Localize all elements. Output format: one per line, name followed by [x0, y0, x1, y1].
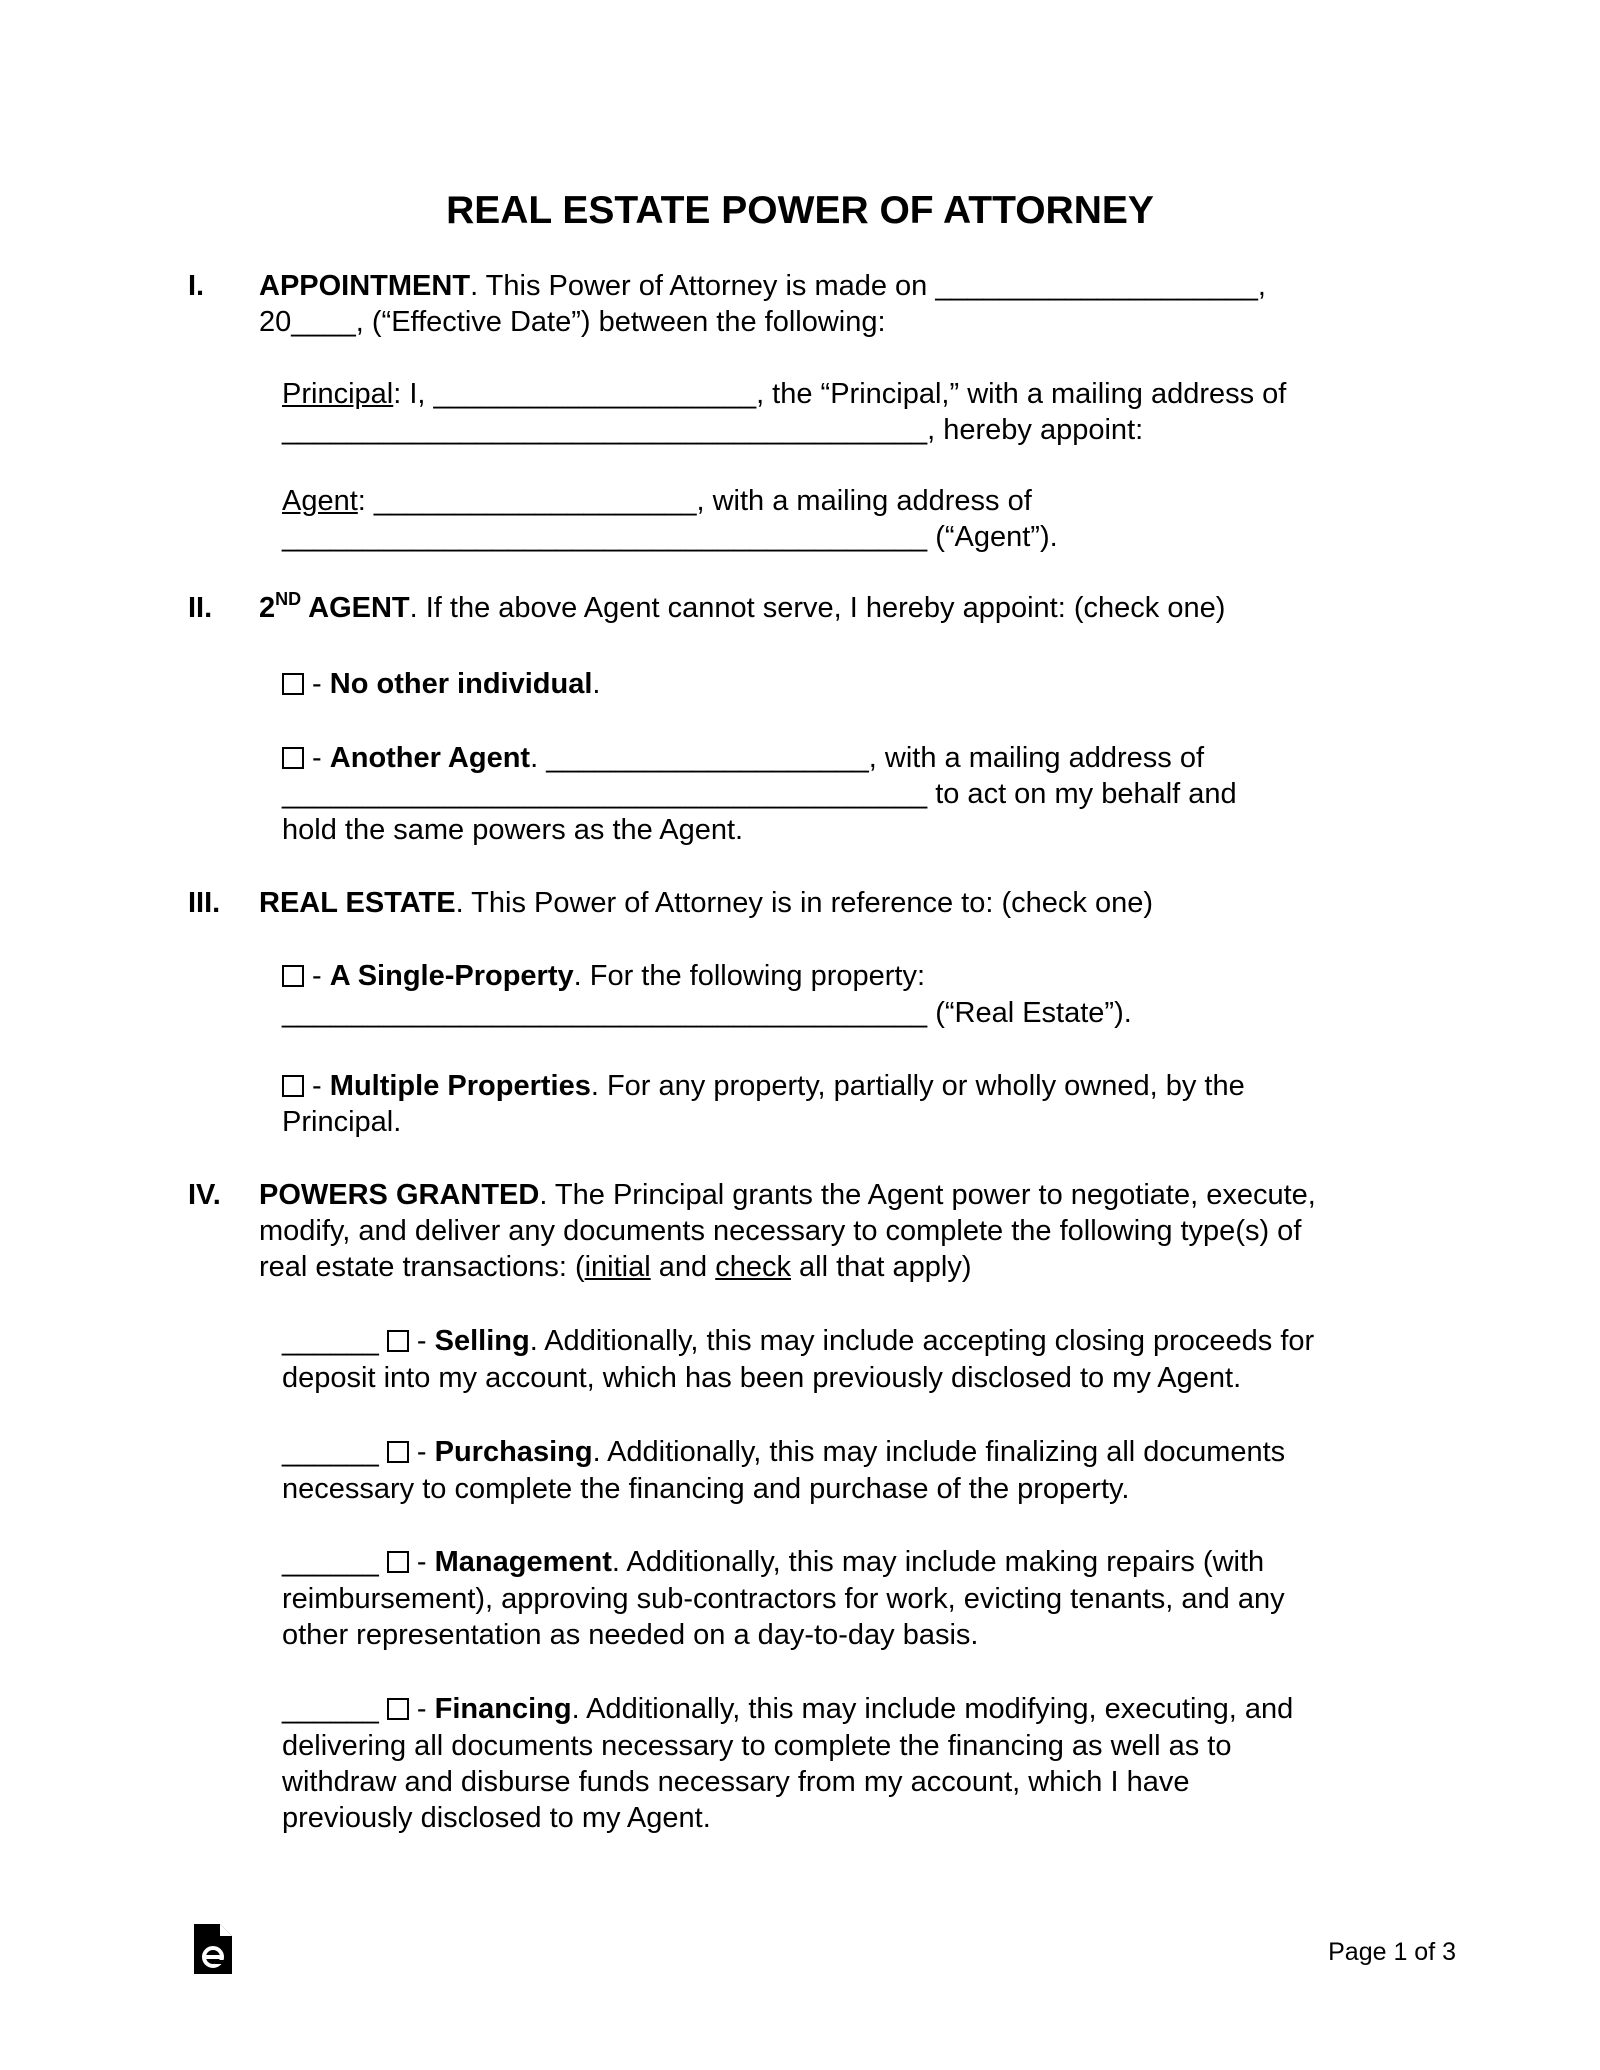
section-3-line-1: [259, 885, 1153, 922]
checkbox-management[interactable]: [387, 1551, 409, 1573]
power-item-selling-label: Selling: [434, 1325, 530, 1357]
real-estate-option-single-line-1: - A Single-Property. For the following property:: [282, 958, 925, 995]
section-4-line-3-post: all that apply): [790, 1251, 972, 1283]
second-agent-option-another-line-2: ________________________________________ to act on my behalf and: [282, 778, 1237, 810]
power-item-purchasing-text-1: . Additionally, this may include finalizing all documents: [592, 1436, 1286, 1468]
section-2-heading: [259, 589, 410, 624]
initial-blank[interactable]: ______: [282, 1436, 379, 1468]
section-1-heading: APPOINTMENT: [259, 270, 471, 302]
real-estate-option-multiple-line-2: Principal.: [282, 1106, 402, 1138]
option-multiple-label: Multiple Properties: [329, 1070, 591, 1102]
power-item-purchasing-label: Purchasing: [434, 1436, 593, 1468]
second-agent-option-another-line-1: - Another Agent. ____________________, with a mailing address of: [282, 740, 1204, 777]
section-4-line-1: [259, 1177, 1316, 1214]
principal-line-1: [282, 376, 1286, 413]
section-4-line-3: [259, 1249, 972, 1286]
section-1-number: I.: [188, 270, 205, 302]
initial-blank[interactable]: ______: [282, 1693, 379, 1725]
section-4-line-2: modify, and deliver any documents necessary to complete the following type(s) of: [259, 1215, 1302, 1247]
power-item-selling-line-1: ______ - Selling. Additionally, this may include accepting closing proceeds for: [282, 1325, 1315, 1357]
power-item-management-text-1: . Additionally, this may include making repairs (with: [611, 1546, 1265, 1578]
power-item-financing-line-2: delivering all documents necessary to complete the financing as well as to: [282, 1730, 1232, 1762]
checkbox-selling[interactable]: [387, 1330, 409, 1352]
initial-blank[interactable]: ______: [282, 1546, 379, 1578]
real-estate-option-single-line-2: ________________________________________ (“Real Estate”).: [282, 997, 1132, 1029]
option-another-text-1: . ____________________, with a mailing address of: [530, 742, 1205, 774]
section-1-line-2: 20____, (“Effective Date”) between the following:: [259, 306, 886, 338]
page-number: Page 1 of 3: [1328, 1938, 1456, 1966]
principal-text-1: : I, ____________________, the “Principal,” with a mailing address of: [393, 378, 1287, 410]
principal-label: Principal: [282, 378, 394, 410]
agent-label: Agent: [282, 485, 358, 517]
power-item-financing-line-3: withdraw and disburse funds necessary from my account, which I have: [282, 1766, 1190, 1798]
power-item-purchasing-line-1: ______ - Purchasing. Additionally, this may include finalizing all documents: [282, 1436, 1286, 1468]
document-title: REAL ESTATE POWER OF ATTORNEY: [446, 189, 1154, 232]
section-2-number: II.: [188, 592, 213, 624]
second-agent-option-another-line-3: hold the same powers as the Agent.: [282, 814, 744, 846]
initial-blank[interactable]: ______: [282, 1325, 379, 1357]
power-item-purchasing-line-2: necessary to complete the financing and purchase of the property.: [282, 1473, 1130, 1505]
checkbox-financing[interactable]: [387, 1698, 409, 1720]
checkbox-another-agent[interactable]: [282, 747, 304, 769]
power-item-financing-label: Financing: [434, 1693, 572, 1725]
section-1-line-1: [259, 268, 1266, 305]
checkbox-no-other-individual[interactable]: [282, 673, 304, 695]
section-2-heading-rest: AGENT: [301, 592, 410, 624]
section-4-line-3-pre: real estate transactions: (: [259, 1251, 585, 1283]
power-item-financing-text-1: . Additionally, this may include modifying, executing, and: [571, 1693, 1294, 1725]
power-item-financing-line-1: ______ - Financing. Additionally, this may include modifying, executing, and: [282, 1693, 1294, 1725]
agent-line-1: [282, 483, 1032, 520]
checkbox-multiple-properties[interactable]: [282, 1075, 304, 1097]
section-3-number: III.: [188, 887, 221, 919]
section-1-text-1: . This Power of Attorney is made on ____________________,: [470, 270, 1266, 302]
power-item-management-line-1: ______ - Management. Additionally, this may include making repairs (with: [282, 1546, 1265, 1578]
eforms-logo-icon: [194, 1924, 232, 1974]
initial-underlined: initial: [584, 1251, 651, 1283]
section-3-text-1: . This Power of Attorney is in reference to: (check one): [455, 887, 1153, 919]
power-item-management-label: Management: [434, 1546, 612, 1578]
section-2-line-1: [259, 590, 1225, 627]
principal-line-2: ________________________________________, hereby appoint:: [282, 414, 1144, 446]
option-multiple-text-1: . For any property, partially or wholly owned, by the: [590, 1070, 1245, 1102]
option-another-label: Another Agent: [329, 742, 531, 774]
section-2-heading-sup: ND: [275, 589, 302, 609]
checkbox-single-property[interactable]: [282, 965, 304, 987]
real-estate-option-multiple-line-1: - Multiple Properties. For any property, partially or wholly owned, by the: [282, 1068, 1245, 1105]
agent-text-1: : ____________________, with a mailing address of: [357, 485, 1032, 517]
power-item-management-line-2: reimbursement), approving sub-contractors for work, evicting tenants, and any: [282, 1583, 1285, 1615]
section-4-heading: POWERS GRANTED: [259, 1179, 540, 1211]
option-single-label: A Single-Property: [329, 960, 574, 992]
check-underlined: check: [715, 1251, 791, 1283]
section-4-number: IV.: [188, 1179, 221, 1211]
section-3-heading: REAL ESTATE: [259, 887, 456, 919]
section-4-text-1: . The Principal grants the Agent power to negotiate, execute,: [539, 1179, 1316, 1211]
second-agent-option-none: - No other individual.: [282, 666, 600, 703]
power-item-selling-text-1: . Additionally, this may include accepting closing proceeds for: [529, 1325, 1315, 1357]
option-single-text-1: . For the following property:: [573, 960, 926, 992]
power-item-selling-line-2: deposit into my account, which has been previously disclosed to my Agent.: [282, 1362, 1242, 1394]
power-item-financing-line-4: previously disclosed to my Agent.: [282, 1802, 711, 1834]
option-none-rest: .: [592, 668, 601, 700]
option-none-label: No other individual: [329, 668, 593, 700]
section-4-line-3-mid: and: [650, 1251, 716, 1283]
checkbox-purchasing[interactable]: [387, 1441, 409, 1463]
section-2-heading-num: 2: [259, 592, 276, 624]
agent-line-2: ________________________________________ (“Agent”).: [282, 521, 1058, 553]
section-2-text-1: . If the above Agent cannot serve, I hereby appoint: (check one): [409, 592, 1226, 624]
power-item-management-line-3: other representation as needed on a day-to-day basis.: [282, 1619, 979, 1651]
